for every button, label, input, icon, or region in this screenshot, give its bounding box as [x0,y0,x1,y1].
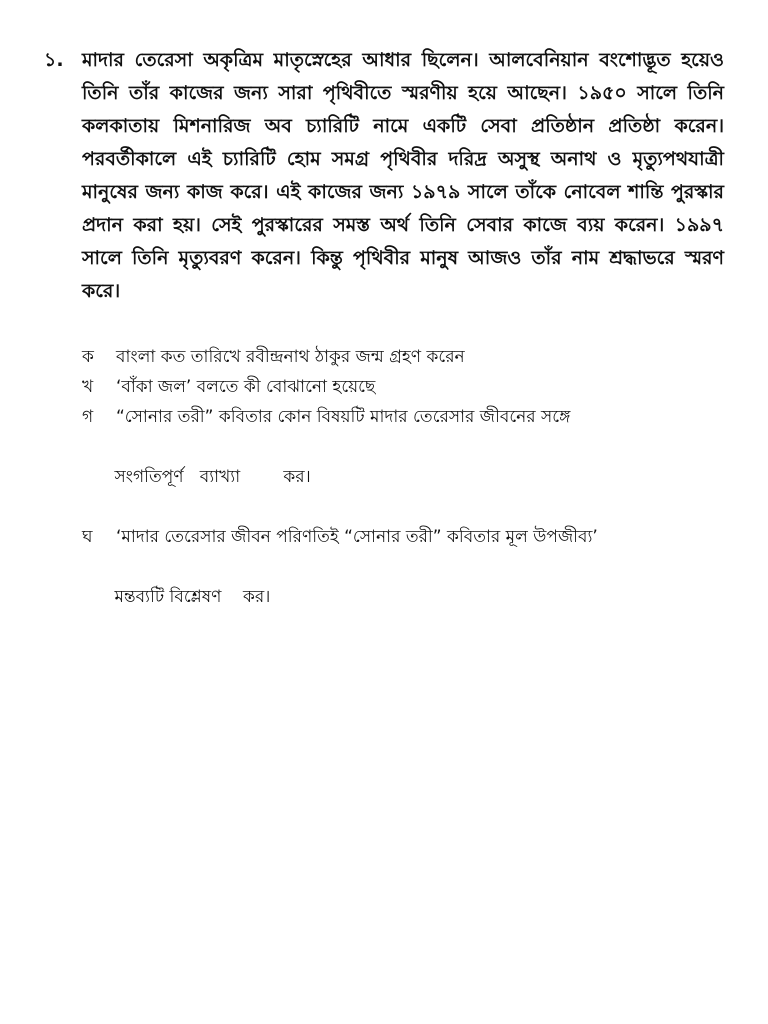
question-number: ১. [44,49,64,71]
sub-question-kha [82,372,722,402]
sub-question-gha [82,522,722,552]
sub-question-text: বাংলা কত তারিখে রবীন্দ্রনাথ ঠাকুর জন্ম গ্রহণ করেন [116,347,465,367]
sub-question-ga [82,402,722,432]
sub-question-text: ‘বাঁকা জল’ বলতে কী বোঝানো হয়েছে [116,377,376,397]
sub-question-text: “সোনার তরী” কবিতার কোন বিষয়টি মাদার তেরেসার জীবনের সঙ্গে [116,407,571,427]
sub-question-text: ‘মাদার তেরেসার জীবন পরিণতিই “সোনার তরী” কবিতার মূল উপজীব্য’ [116,527,598,547]
sub-question-gha-continuation [82,552,722,642]
sub-question-continuation: মন্তব্যটি বিশ্লেষণ কর। [114,587,271,607]
sub-question-continuation: সংগতিপূর্ণ ব্যাখ্যা কর। [114,467,311,487]
sub-question-ka [82,342,722,372]
sub-question-list [82,342,722,642]
sub-question-label: খ [82,377,94,397]
sub-question-label: ক [82,347,94,367]
sub-question-label: ঘ [82,527,93,547]
sub-question-label: গ [82,407,94,427]
passage-text: মাদার তেরেসা অকৃত্রিম মাতৃস্নেহের আধার ছিলেন। আলবেনিয়ান বংশোদ্ভূত হয়েও তিনি তাঁর কাজের জন্য সারা পৃথিবীতে স্মরণীয় হয়ে আছেন। ১৯৫০ সালে তিনি কলকাতায় মিশনারিজ অব চ্যারিটি নামে একটি সেবা প্রতিষ্ঠান প্রতিষ্ঠা করেন। পরবর্তীকালে এই চ্যারিটি হোম সমগ্র পৃথিবীর দরিদ্র অসুস্থ অনাথ ও মৃত্যুপথযাত্রী মানুষের জন্য কাজ করে। এই কাজের জন্য ১৯৭৯ সালে তাঁকে নোবেল শান্তি পুরস্কার প্রদান করা হয়। সেই পুরস্কারের সমস্ত অর্থ তিনি সেবার কাজে ব্যয় করেন। ১৯৯৭ সালে তিনি মৃত্যুবরণ করেন। কিন্তু পৃথিবীর মানুষ আজও তাঁর নাম শ্রদ্ধাভরে স্মরণ করে। [82,49,724,302]
question-passage [44,44,724,308]
sub-question-ga-continuation [82,432,722,522]
